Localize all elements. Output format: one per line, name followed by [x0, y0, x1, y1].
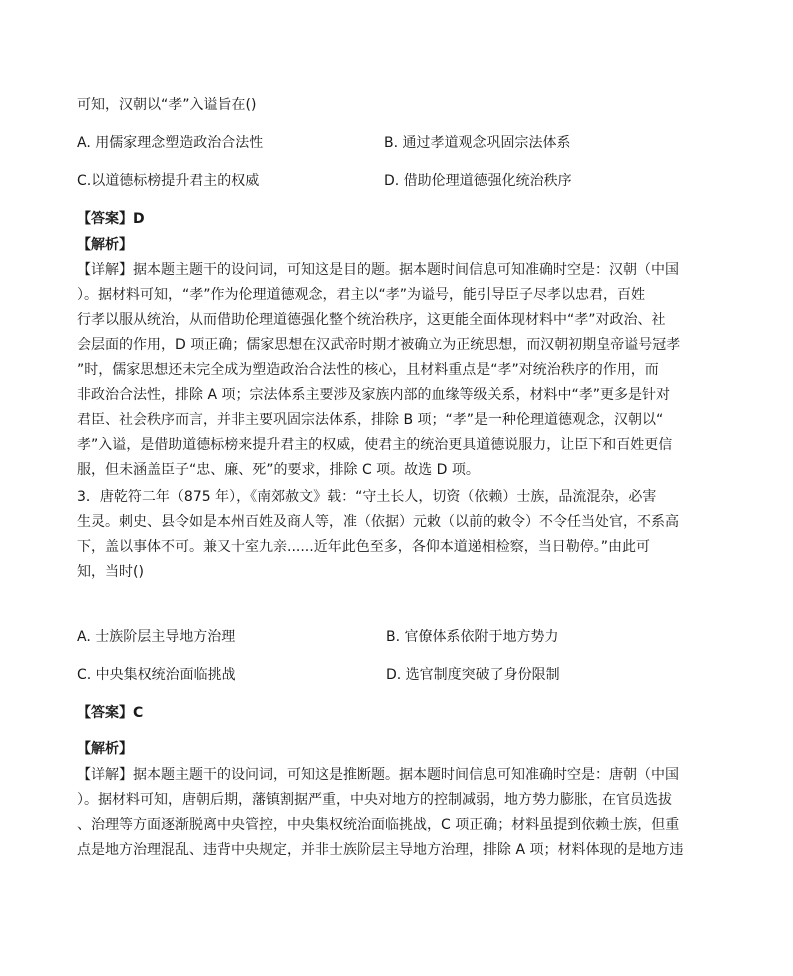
analysis-label: 【解析】	[77, 741, 133, 757]
question-stem: 3．唐乾符二年（875 年），《南郊赦文》载：“守土长人，切资（依赖）士族，品流混杂，必害	[77, 489, 657, 505]
analysis-label: 【解析】	[77, 237, 133, 253]
detail-line: 非政治合法性，排除 A 项；宗法体系主要涉及家族内部的血缘等级关系，材料中“孝”更多是针对	[77, 387, 670, 403]
option-b: B. 通过孝道观念巩固宗法体系	[384, 135, 571, 151]
detail-line: ”时，儒家思想还未完全成为塑造政治合法性的核心，且材料重点是“孝”对统治秩序的作用，而	[77, 362, 659, 378]
detail-line: ）。据材料可知，唐朝后期，藩镇割据严重，中央对地方的控制减弱，地方势力膨胀，在官员选拔	[77, 792, 672, 808]
detail-line: 孝”入谥，是借助道德标榜来提升君主的权威，使君主的统治更具道德说服力，让臣下和百姓更信	[77, 437, 673, 453]
detail-line: 君臣、社会秩序而言，并非主要巩固宗法体系，排除 B 项；“孝”是一种伦理道德观念，汉朝以“	[77, 412, 664, 428]
option-a: A. 士族阶层主导地方治理	[77, 629, 236, 645]
detail-line: 行孝以服从统治，从而借助伦理道德强化整个统治秩序，这更能全面体现材料中“孝”对政治、社	[77, 312, 666, 328]
detail-line: 【详解】据本题主题干的设问词，可知这是推断题。据本题时间信息可知准确时空是：唐朝（中国	[77, 767, 679, 783]
detail-line: 服，但未涵盖臣子“忠、廉、死”的要求，排除 C 项。故选 D 项。	[77, 462, 480, 478]
question-stem: 生灵。刺史、县令如是本州百姓及商人等，准（依据）元敕（以前的敕令）不令任当处官，不系高	[77, 514, 679, 530]
detail-line: ）。据材料可知，“孝”作为伦理道德观念，君主以“孝”为谥号，能引导臣子尽孝以忠君，百姓	[77, 287, 646, 303]
option-a: A. 用儒家理念塑造政治合法性	[77, 135, 264, 151]
detail-line: 、治理等方面逐渐脱离中央管控，中央集权统治面临挑战，C 项正确；材料虽提到依赖士族，但重	[77, 817, 680, 833]
question-stem: 下，盖以事体不可。兼又十室九亲......近年此色至多，各仰本道递相检察，当日勒停。”由此可	[77, 539, 650, 555]
detail-line: 会层面的作用，D 项正确；儒家思想在汉武帝时期才被确立为正统思想，而汉朝初期皇帝谥号冠孝	[77, 337, 681, 353]
option-c: C.以道德标榜提升君主的权威	[77, 173, 260, 189]
option-c: C. 中央集权统治面临挑战	[77, 667, 236, 683]
answer-label: 【答案】D	[77, 211, 145, 227]
question-stem: 知，当时()	[77, 564, 144, 580]
option-d: D. 借助伦理道德强化统治秩序	[384, 173, 572, 189]
option-d: D. 选官制度突破了身份限制	[386, 667, 560, 683]
detail-line: 【详解】据本题主题干的设问词，可知这是目的题。据本题时间信息可知准确时空是：汉朝（中国	[77, 262, 679, 278]
question-stem: 可知，汉朝以“孝”入谥旨在()	[77, 97, 257, 113]
option-b: B. 官僚体系依附于地方势力	[386, 629, 559, 645]
detail-line: 点是地方治理混乱、违背中央规定，并非士族阶层主导地方治理，排除 A 项；材料体现的是地方违	[77, 842, 684, 858]
answer-label: 【答案】C	[77, 705, 144, 721]
